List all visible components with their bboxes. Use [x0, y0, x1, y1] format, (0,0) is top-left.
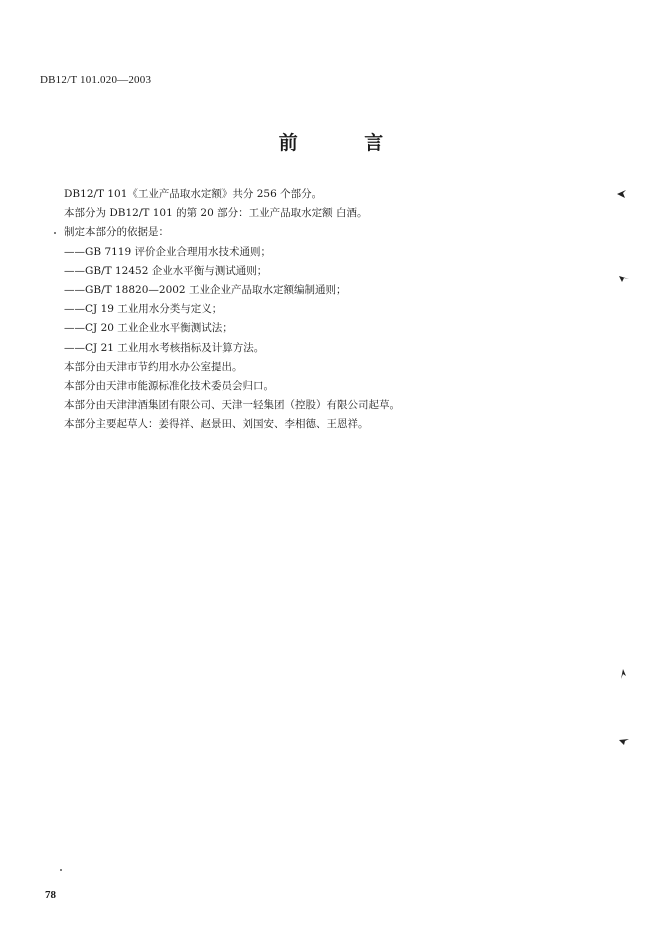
reference-item: ——GB 7119 评价企业合理用水技术通则； [64, 245, 272, 258]
foreword-line: 本部分主要起草人：姜得祥、赵景田、刘国安、李相德、王恩祥。 [64, 418, 369, 431]
scan-dot [60, 869, 62, 871]
scan-mark-icon [616, 187, 628, 199]
foreword-line: 本部分由天津市节约用水办公室提出。 [64, 360, 243, 373]
scan-mark-icon [618, 271, 630, 283]
reference-item: ——GB/T 12452 企业水平衡与测试通则； [64, 264, 268, 277]
page-title: 前 言 [278, 132, 414, 154]
reference-item: ——CJ 19 工业用水分类与定义； [64, 303, 223, 316]
foreword-line: 本部分由天津市能源标准化技术委员会归口。 [64, 380, 274, 393]
scan-dot [54, 232, 56, 234]
page-number: 78 [45, 889, 56, 901]
reference-item: ——CJ 20 工业企业水平衡测试法； [64, 322, 233, 335]
scan-mark-icon [618, 734, 630, 746]
standard-code: DB12/T 101.020—2003 [40, 74, 152, 86]
scan-mark-icon [618, 668, 630, 680]
foreword-line: 本部分由天津津酒集团有限公司、天津一轻集团（控股）有限公司起草。 [64, 399, 400, 412]
foreword-line: 制定本部分的依据是： [64, 226, 169, 239]
foreword-line: DB12/T 101《工业产品取水定额》共分 256 个部分。 [64, 188, 323, 200]
foreword-line: 本部分为 DB12/T 101 的第 20 部分：工业产品取水定额 白酒。 [64, 207, 368, 220]
reference-item: ——CJ 21 工业用水考核指标及计算方法。 [64, 341, 265, 354]
reference-item: ——GB/T 18820—2002 工业企业产品取水定额编制通则； [64, 284, 347, 297]
foreword-body [64, 185, 604, 435]
